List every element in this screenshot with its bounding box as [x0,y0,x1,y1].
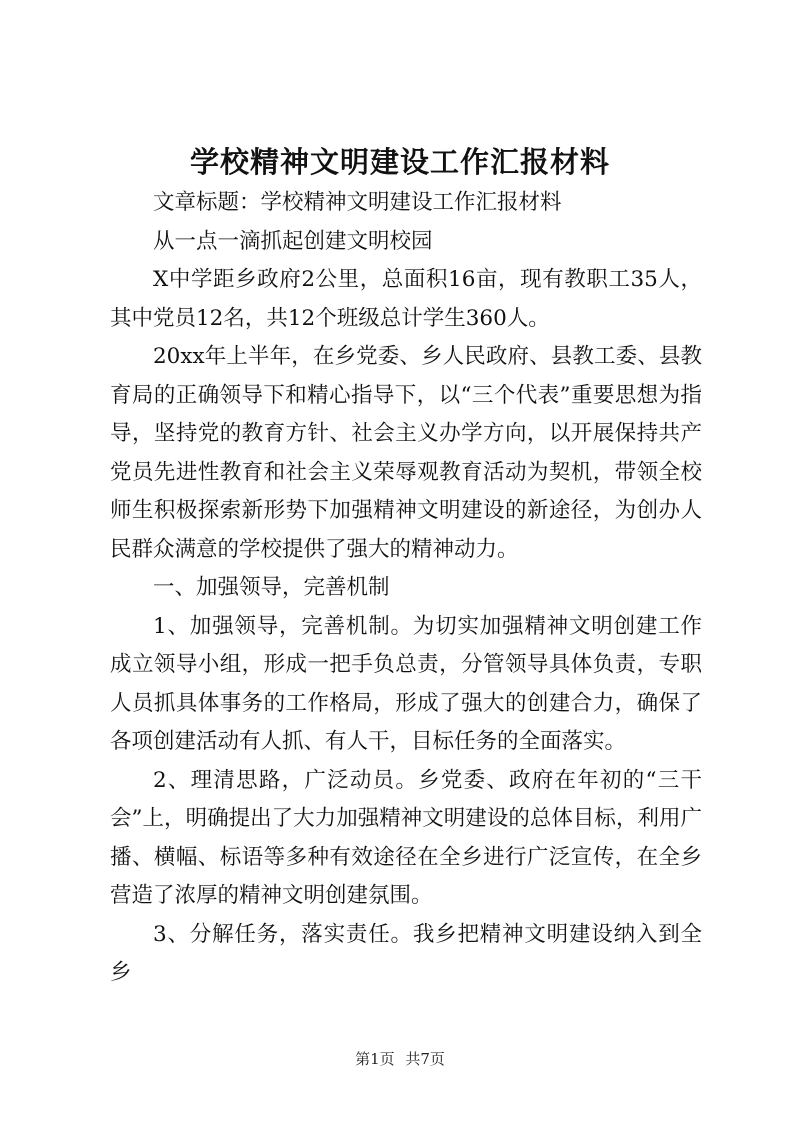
document-body [110,184,702,993]
page-footer [0,1048,800,1069]
document-title: 学校精神文明建设工作汇报材料 [189,145,610,179]
paragraph-item-2: 2、理清思路，广泛动员。乡党委、政府在年初的“三干会”上，明确提出了大力加强精神文明建设的总体目标，利用广播、横幅、标语等多种有效途径在全乡进行广泛宣传，在全乡营造了浓厚的精神文明创建氛围。 [110,767,702,908]
paragraph-item-3: 3、分解任务，落实责任。我乡把精神文明建设纳入到全乡 [110,921,702,985]
section-heading-1: 一、加强领导，完善机制 [153,575,390,600]
paragraph-subtitle: 从一点一滴抓起创建文明校园 [153,228,433,254]
paragraph-overview: 20xx年上半年，在乡党委、乡人民政府、县教工委、县教育局的正确领导下和精心指导下，以“三个代表”重要思想为指导，坚持党的教育方针、社会主义办学方向，以开展保持共产党员先进性教育和社会主义荣辱观教育活动为契机，带领全校师生积极探索新形势下加强精神文明建设的新途径，为创办人民群众满意的学校提供了强大的精神动力。 [110,344,702,562]
paragraph-item-1: 1、加强领导，完善机制。为切实加强精神文明创建工作成立领导小组，形成一把手负总责，分管领导具体负责，专职人员抓具体事务的工作格局，形成了强大的创建合力，确保了各项创建活动有人抓、有人干，目标任务的全面落实。 [110,613,702,754]
page-total: 共7页 [405,1050,445,1068]
paragraph-article-title: 文章标题：学校精神文明建设工作汇报材料 [153,190,562,215]
paragraph-school-intro: X中学距乡政府2公里，总面积16亩，现有教职工35人，其中党员12名，共12个班级总计学生360人。 [110,267,702,331]
page-number: 第1页 [355,1050,395,1068]
